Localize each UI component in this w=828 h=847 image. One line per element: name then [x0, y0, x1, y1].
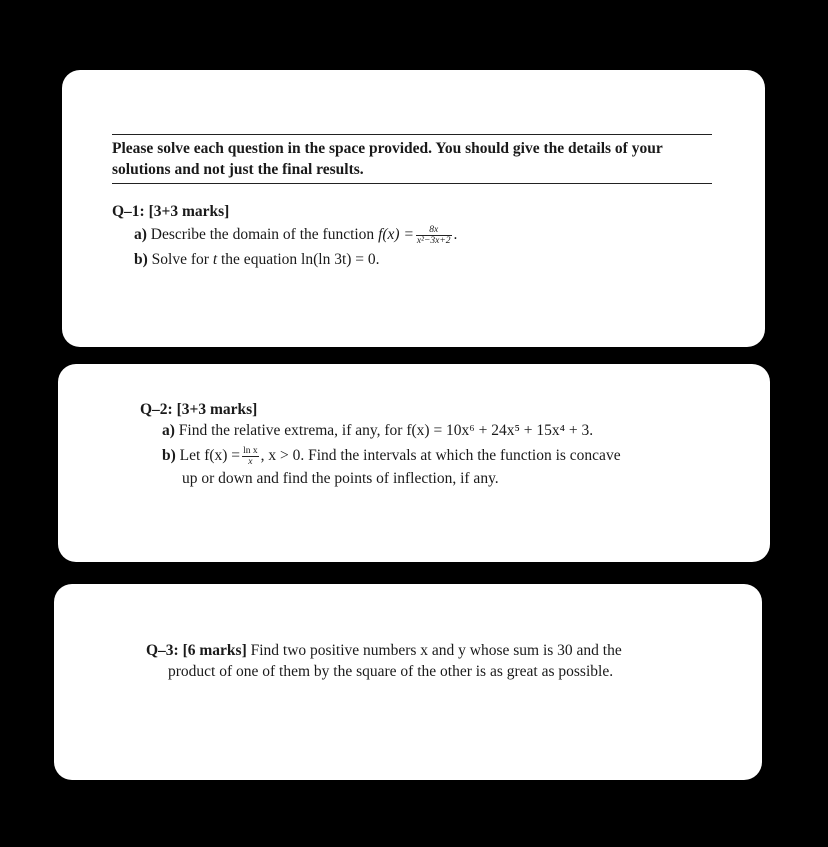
q2-b-text-1: Let f(x) = — [179, 447, 241, 465]
q3-line-1 — [146, 641, 622, 661]
q1-a-func: f(x) = — [378, 226, 414, 244]
q2-a-label: a) — [162, 422, 175, 439]
q2-b-fraction — [242, 446, 259, 467]
q1-b-label: b) — [134, 251, 148, 268]
q1-a-text: Describe the domain of the function — [150, 226, 375, 244]
q3-text-1: Find two positive numbers x and y whose sum is 30 and the — [250, 642, 622, 659]
q1-a-frac-den: x²−3x+2 — [416, 236, 451, 246]
q1-a-end: . — [453, 226, 458, 244]
q2-part-b — [162, 446, 621, 467]
q2-b-label: b) — [162, 447, 176, 465]
question-card-2 — [58, 364, 770, 562]
q2-a-text: Find the relative extrema, if any, for f(x) = 10x⁶ + 24x⁵ + 15x⁴ + 3. — [178, 422, 594, 439]
q1-a-frac-num: 8x — [416, 225, 452, 236]
q2-b-frac-den: x — [248, 457, 253, 467]
q1-b-text-1: Solve for — [151, 251, 209, 268]
q2-b-text-2: , x > 0. Find the intervals at which the function is concave — [260, 447, 621, 465]
q1-a-label: a) — [134, 226, 147, 244]
q1-a-fraction — [416, 225, 452, 246]
q1-part-a — [134, 225, 457, 246]
q1-b-text-2: the equation ln(ln 3t) = 0. — [221, 251, 380, 268]
q2-heading: Q–2: [3+3 marks] — [140, 401, 258, 418]
q2-b-frac-num: ln x — [243, 446, 258, 456]
question-card-1 — [62, 70, 765, 347]
q2-part-b-cont: up or down and find the points of inflection, if any. — [182, 470, 499, 487]
q3-heading: Q–3: [6 marks] — [146, 642, 247, 659]
instructions: Please solve each question in the space provided. You should give the details of your solutions and not just the final results. — [112, 134, 712, 184]
question-card-3 — [54, 584, 762, 780]
q1-heading: Q–1: [3+3 marks] — [112, 203, 230, 220]
q1-b-var: t — [212, 251, 218, 268]
q1-part-b — [134, 250, 380, 270]
q2-part-a — [162, 421, 593, 441]
q3-line-2: product of one of them by the square of the other is as great as possible. — [168, 663, 614, 680]
